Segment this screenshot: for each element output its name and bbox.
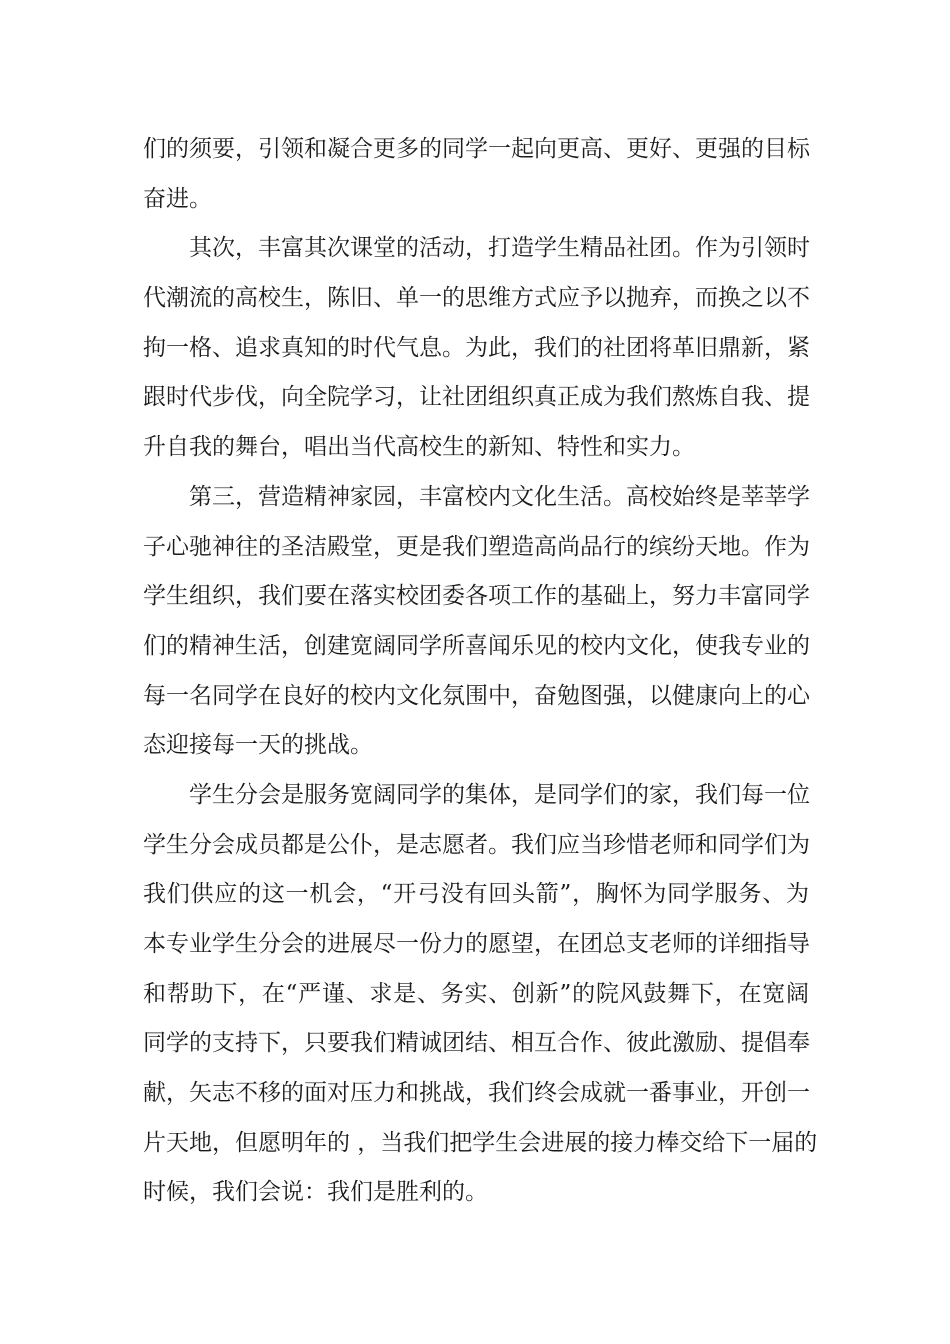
text-line: 其次，丰富其次课堂的活动，打造学生精品社团。作为引领时 xyxy=(189,235,810,262)
text-line: 拘一格、追求真知的时代气息。为此，我们的社团将革旧鼎新，紧 xyxy=(143,334,810,361)
text-line: 跟时代步伐，向全院学习，让社团组织真正成为我们熬炼自我、提 xyxy=(143,384,810,411)
text-line: 态迎接每一天的挑战。 xyxy=(143,732,373,759)
text-line: 子心驰神往的圣洁殿堂，更是我们塑造高尚品行的缤纷天地。作为 xyxy=(143,533,810,560)
text-line: 第三，营造精神家园，丰富校内文化生活。高校始终是莘莘学 xyxy=(189,483,810,510)
text-line: 本专业学生分会的进展尽一份力的愿望，在团总支老师的详细指导 xyxy=(143,931,810,957)
text-line: 同学的支持下，只要我们精诚团结、相互合作、彼此激励、提倡奉 xyxy=(143,1030,810,1057)
text-line: 时候，我们会说：我们是胜利的。 xyxy=(143,1179,488,1206)
text-line: 升自我的舞台，唱出当代高校生的新知、特性和实力。 xyxy=(143,434,695,461)
text-line: 片天地，但愿明年的 ，当我们把学生会进展的接力棒交给下一届的 xyxy=(143,1129,818,1156)
text-line: 们的精神生活，创建宽阔同学所喜闻乐见的校内文化，使我专业的 xyxy=(143,632,810,659)
paragraph-conclusion xyxy=(143,771,818,1218)
text-line: 和帮助下，在“严谨、求是、务实、创新”的院风鼓舞下，在宽阔 xyxy=(143,980,809,1007)
text-line: 们的须要，引领和凝合更多的同学一起向更高、更好、更强的目标 xyxy=(143,136,810,162)
text-line: 学生组织，我们要在落实校团委各项工作的基础上，努力丰富同学 xyxy=(143,583,810,610)
document-body xyxy=(143,125,818,1218)
paragraph-third-point xyxy=(143,473,809,771)
paragraph-second-point xyxy=(143,224,809,472)
paragraph-continuation xyxy=(143,125,809,224)
text-line: 学生分会成员都是公仆，是志愿者。我们应当珍惜老师和同学们为 xyxy=(143,831,810,858)
text-line: 代潮流的高校生，陈旧、单一的思维方式应予以抛弃，而换之以不 xyxy=(143,285,810,312)
text-line: 我们供应的这一机会，“开弓没有回头箭”，胸怀为同学服务、为 xyxy=(143,881,809,908)
text-line: 奋进。 xyxy=(143,185,212,212)
text-line: 学生分会是服务宽阔同学的集体，是同学们的家，我们每一位 xyxy=(189,781,810,808)
text-line: 献，矢志不移的面对压力和挑战，我们终会成就一番事业，开创一 xyxy=(143,1080,810,1107)
text-line: 每一名同学在良好的校内文化氛围中，奋勉图强，以健康向上的心 xyxy=(143,682,810,709)
